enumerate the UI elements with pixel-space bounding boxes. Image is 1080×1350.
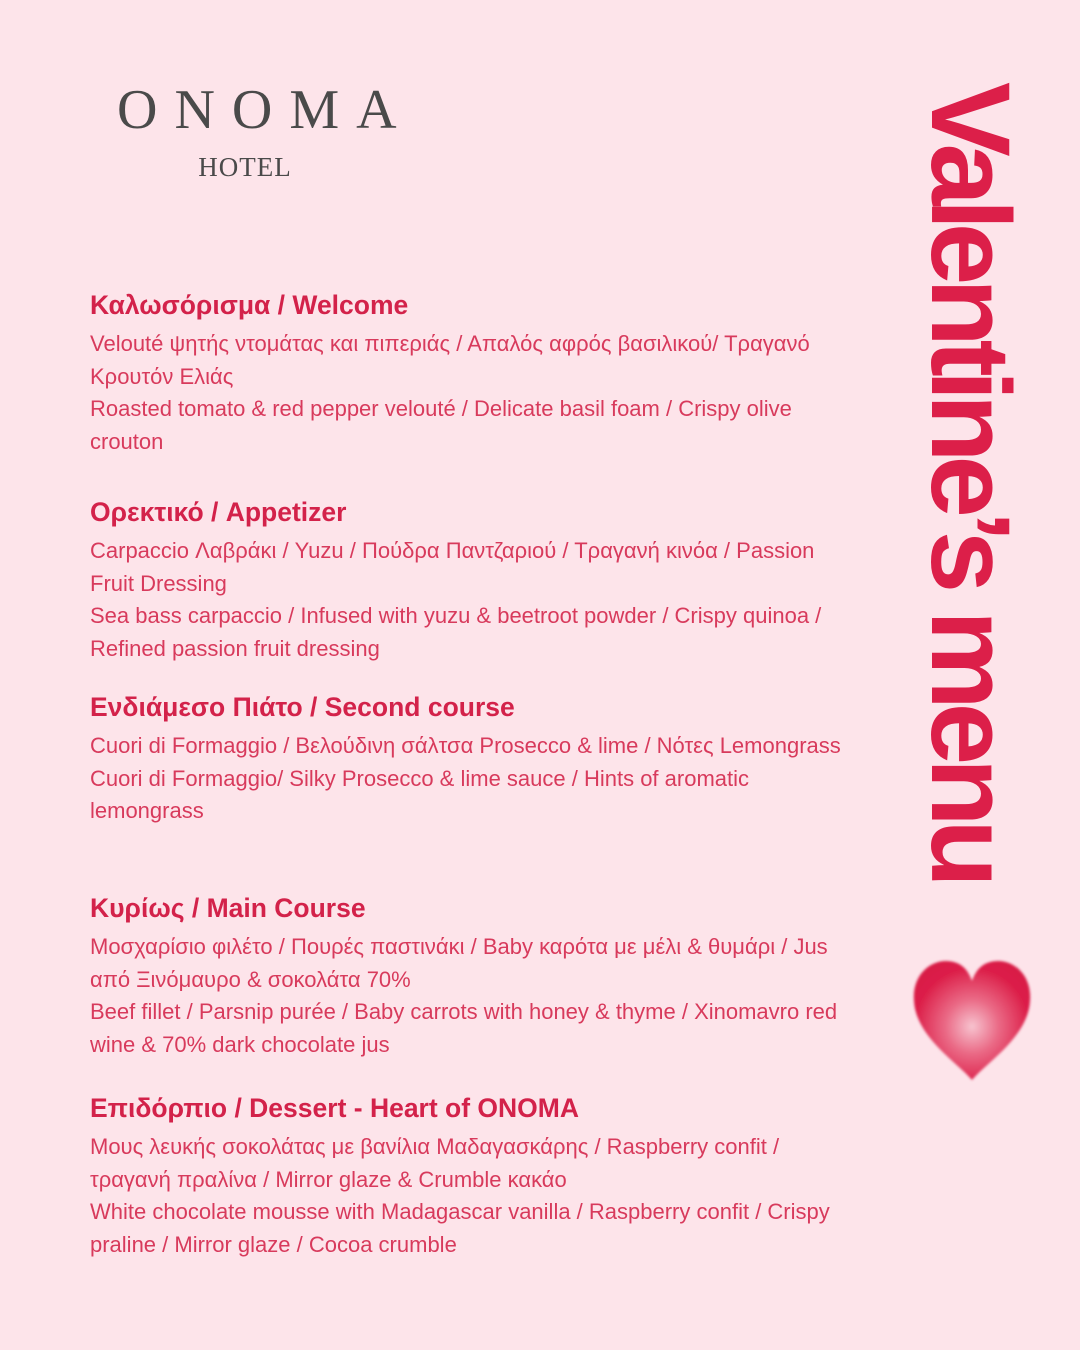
heart-icon	[910, 955, 1035, 1085]
vertical-title-container	[905, 82, 1035, 962]
menu-section-dessert	[90, 1091, 850, 1261]
valentines-menu-title: Valentine’s menu	[908, 82, 1033, 881]
menu-section-welcome	[90, 288, 850, 458]
section-english-description: Roasted tomato & red pepper velouté / Delicate basil foam / Crispy olive crouton	[90, 396, 792, 454]
section-title: Ενδιάμεσο Πιάτο / Second course	[90, 692, 515, 722]
section-greek-description: Μοσχαρίσιο φιλέτο / Πουρές παστινάκι / Baby καρότα με μέλι & θυμάρι / Jus από Ξινόμαυρο & σοκολάτα 70%	[90, 934, 828, 992]
section-greek-description: Velouté ψητής ντομάτας και πιπεριάς / Απαλός αφρός βασιλικού/ Τραγανό Κρουτόν Ελιάς	[90, 331, 810, 389]
logo-name: ONOMA	[117, 79, 414, 141]
menu-section-appetizer	[90, 495, 850, 665]
section-greek-description: Μους λευκής σοκολάτας με βανίλια Μαδαγασκάρης / Raspberry confit / τραγανή πραλίνα / Mirror glaze & Crumble κακάο	[90, 1134, 780, 1192]
section-english-description: Sea bass carpaccio / Infused with yuzu & beetroot powder / Crispy quinoa / Refined passion fruit dressing	[90, 603, 822, 661]
section-title: Ορεκτικό / Appetizer	[90, 497, 347, 527]
hotel-logo	[100, 79, 414, 182]
menu-section-second-course	[90, 690, 850, 828]
section-greek-description: Carpaccio Λαβράκι / Yuzu / Πούδρα Παντζαριού / Τραγανή κινόα / Passion Fruit Dressing	[90, 538, 815, 596]
section-title: Κυρίως / Main Course	[90, 893, 366, 923]
logo-subtitle: HOTEL	[198, 152, 292, 182]
menu-section-main-course	[90, 891, 850, 1061]
section-title: Επιδόρπιο / Dessert - Heart of ONOMA	[90, 1093, 580, 1123]
section-greek-description: Cuori di Formaggio / Βελούδινη σάλτσα Prosecco & lime / Νότες Lemongrass	[90, 733, 841, 758]
section-title: Καλωσόρισμα / Welcome	[90, 290, 409, 320]
section-english-description: Beef fillet / Parsnip purée / Baby carrots with honey & thyme / Xinomavro red wine & 70% dark chocolate jus	[90, 999, 838, 1057]
section-english-description: Cuori di Formaggio/ Silky Prosecco & lime sauce / Hints of aromatic lemongrass	[90, 765, 750, 823]
section-english-description: White chocolate mousse with Madagascar vanilla / Raspberry confit / Crispy praline / Mirror glaze / Cocoa crumble	[90, 1199, 830, 1257]
